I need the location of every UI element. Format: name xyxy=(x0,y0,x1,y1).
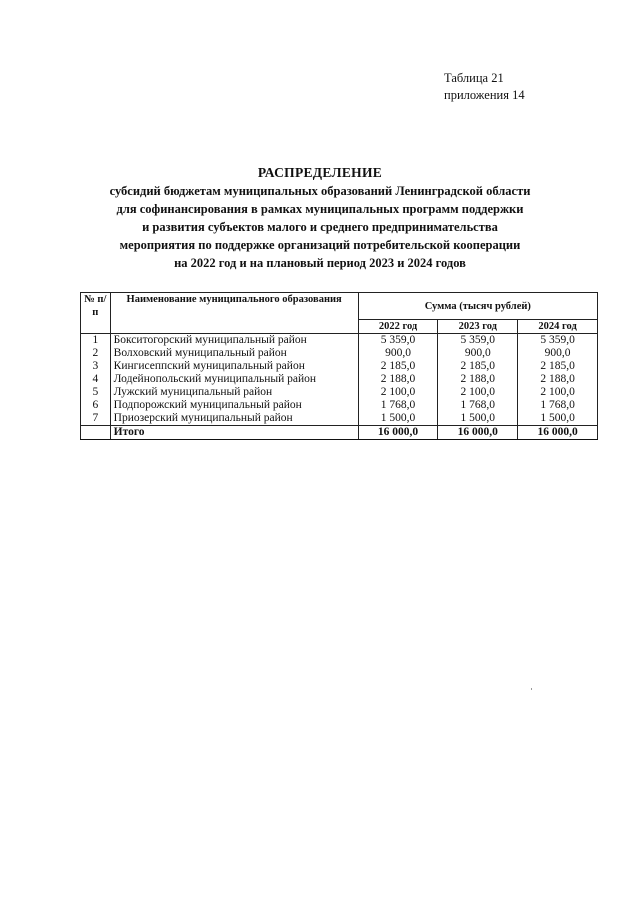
row-number: 6 xyxy=(81,399,111,412)
header-year-2024: 2024 год xyxy=(518,320,598,334)
distribution-table xyxy=(80,292,598,440)
value-2023: 900,0 xyxy=(438,347,518,360)
row-number: 2 xyxy=(81,347,111,360)
table-row xyxy=(81,373,598,386)
value-2022: 900,0 xyxy=(358,347,438,360)
scan-speck xyxy=(531,688,532,690)
table-number: Таблица 21 xyxy=(444,71,504,85)
title-line: мероприятия по поддержке организаций потребительской кооперации xyxy=(119,238,521,252)
header-municipality: Наименование муниципального образования xyxy=(110,293,358,334)
value-2022: 2 185,0 xyxy=(358,360,438,373)
title-main: РАСПРЕДЕЛЕНИЕ xyxy=(257,165,383,180)
value-2024: 2 100,0 xyxy=(518,386,598,399)
row-number: 1 xyxy=(81,334,111,348)
header-year-2022: 2022 год xyxy=(358,320,438,334)
municipality-name: Подпорожский муниципальный район xyxy=(110,399,358,412)
value-2023: 2 100,0 xyxy=(438,386,518,399)
value-2023: 1 768,0 xyxy=(438,399,518,412)
table-row xyxy=(81,386,598,399)
total-row xyxy=(81,426,598,440)
value-2022: 2 188,0 xyxy=(358,373,438,386)
value-2024: 1 500,0 xyxy=(518,412,598,426)
value-2022: 1 768,0 xyxy=(358,399,438,412)
row-number: 5 xyxy=(81,386,111,399)
row-number: 3 xyxy=(81,360,111,373)
municipality-name: Бокситогорский муниципальный район xyxy=(110,334,358,348)
value-2022: 5 359,0 xyxy=(358,334,438,348)
value-2024: 900,0 xyxy=(518,347,598,360)
municipality-name: Лодейнопольский муниципальный район xyxy=(110,373,358,386)
value-2024: 2 185,0 xyxy=(518,360,598,373)
table-reference xyxy=(444,70,525,104)
total-label: Итого xyxy=(110,426,358,440)
value-2024: 2 188,0 xyxy=(518,373,598,386)
appendix-number: приложения 14 xyxy=(444,88,525,102)
municipality-name: Кингисеппский муниципальный район xyxy=(110,360,358,373)
value-2024: 1 768,0 xyxy=(518,399,598,412)
total-2022: 16 000,0 xyxy=(358,426,438,440)
total-2023: 16 000,0 xyxy=(438,426,518,440)
value-2022: 2 100,0 xyxy=(358,386,438,399)
row-number: 7 xyxy=(81,412,111,426)
document-title xyxy=(0,164,640,272)
table-row xyxy=(81,360,598,373)
total-number-cell xyxy=(81,426,111,440)
value-2023: 2 185,0 xyxy=(438,360,518,373)
title-line: субсидий бюджетам муниципальных образований Ленинградской области xyxy=(109,184,531,198)
value-2023: 1 500,0 xyxy=(438,412,518,426)
header-number: № п/п xyxy=(81,293,111,334)
value-2022: 1 500,0 xyxy=(358,412,438,426)
municipality-name: Волховский муниципальный район xyxy=(110,347,358,360)
header-year-2023: 2023 год xyxy=(438,320,518,334)
title-line: и развития субъектов малого и среднего предпринимательства xyxy=(142,220,498,234)
municipality-name: Лужский муниципальный район xyxy=(110,386,358,399)
title-line: на 2022 год и на плановый период 2023 и 2024 годов xyxy=(174,256,466,270)
title-line: для софинансирования в рамках муниципальных программ поддержки xyxy=(116,202,524,216)
row-number: 4 xyxy=(81,373,111,386)
table-row xyxy=(81,334,598,348)
table-row xyxy=(81,412,598,426)
value-2023: 2 188,0 xyxy=(438,373,518,386)
header-sum: Сумма (тысяч рублей) xyxy=(358,293,597,320)
total-2024: 16 000,0 xyxy=(518,426,598,440)
municipality-name: Приозерский муниципальный район xyxy=(110,412,358,426)
table-row xyxy=(81,399,598,412)
value-2023: 5 359,0 xyxy=(438,334,518,348)
table-row xyxy=(81,347,598,360)
value-2024: 5 359,0 xyxy=(518,334,598,348)
